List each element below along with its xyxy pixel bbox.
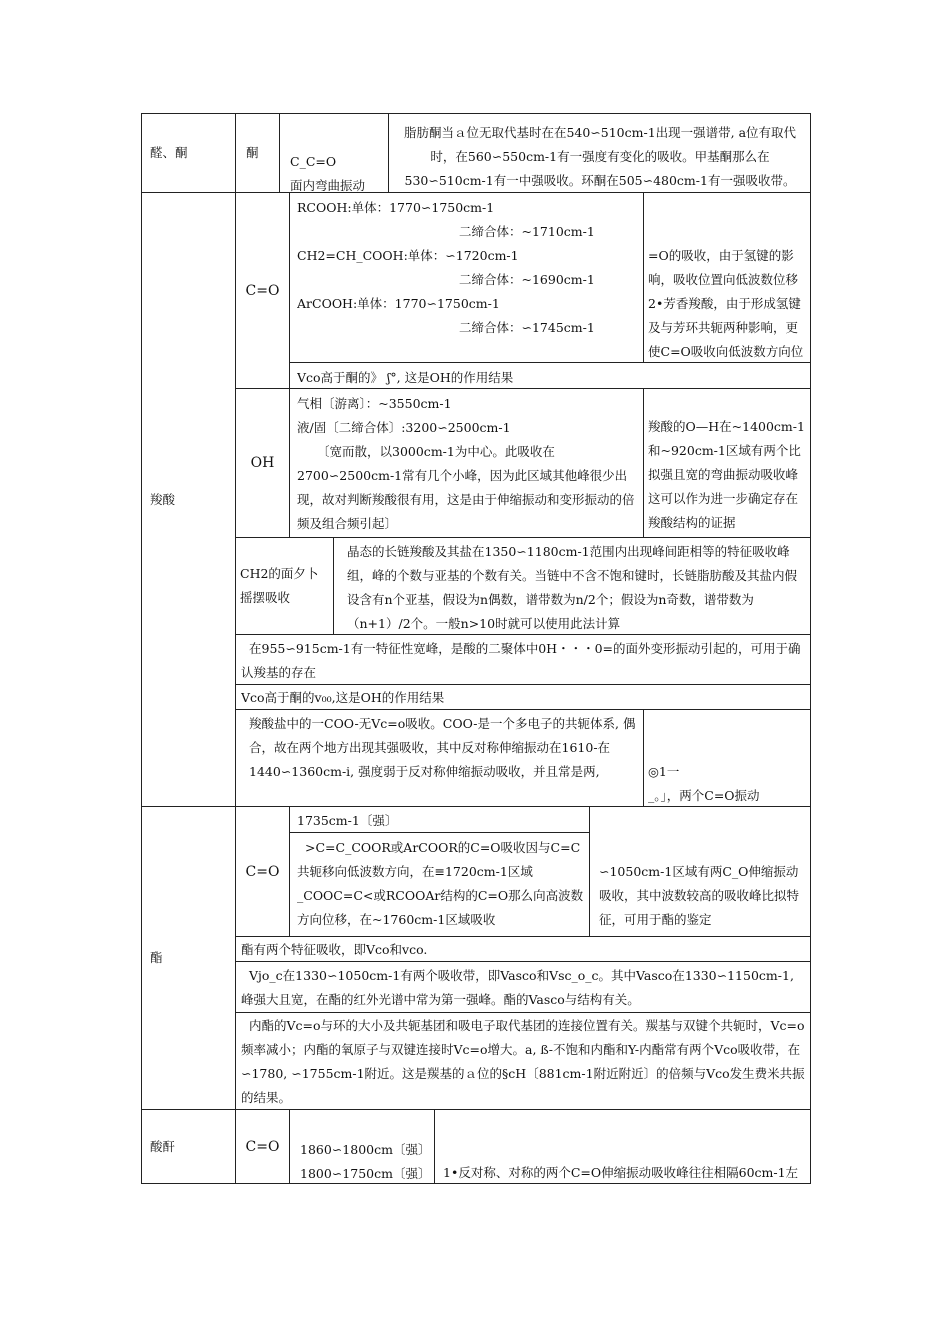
- table-border: [289, 192, 290, 388]
- notes-text: 1•反对称、对称的两个C=O伸缩振动吸收峰往往相隔60cm-1左: [443, 1165, 799, 1180]
- acid-co-footer: [297, 366, 807, 388]
- description-text: 脂肪酮当ａ位无取代基时在在540∽510cm-1出现一强谱带, a位有取代时，在560∽550cm-1有一强度有变化的吸收。甲基酮那么在530∽510cm-1有一中强吸收。环酮在505∽480cm-1有一强吸收带。: [403, 125, 797, 188]
- table-border: [235, 1012, 810, 1013]
- detail-text: 〔宽而散，以3000cm-1为中心。此吸收在2700∽2500cm-1常有几个小峰，因为此区域其他峰很少出现，故对判断羧酸很有用，这是由于伸缩振动和变形振动的倍频及组合频引起〕: [297, 444, 635, 531]
- vibration-cell: [290, 150, 387, 192]
- value-line: 1860∽1800cm〔强〕: [300, 1142, 431, 1157]
- ester-co-group: [236, 807, 289, 936]
- acid-oh-group: [236, 389, 289, 537]
- category-label: 羧酸: [150, 491, 176, 507]
- value-line: 二缔合体：~1690cm-1: [459, 272, 595, 287]
- ester-feature: [241, 938, 808, 961]
- ester-vj: [241, 964, 808, 1012]
- anhydride-co-group: [236, 1110, 289, 1183]
- acid-dimer-note: [241, 637, 808, 684]
- acid-co-group: [236, 193, 289, 388]
- lactone-text: 内酯的Vc=o与环的大小及共轭基团和吸电子取代基团的连接位置有关。羰基与双键个共轭时，Vc=o频率减小；内酯的氧原子与双键连接时Vc=o增大。a, ß-不饱和内酯和Y-内酯常有两个Vco吸收带，在∽1780, ∽1755cm-1附近。这是羰基的ａ位的§cH〔881cm-1附近附近〕的倍频与Vco发生费米共振的结果。: [241, 1018, 805, 1105]
- category-anhydride: [150, 1110, 234, 1183]
- category-carboxylic-acid: [150, 193, 234, 806]
- acid-co-notes: [648, 196, 808, 362]
- footer-text: Vco高于酮的》 ʃ°, 这是OH的作用结果: [297, 370, 514, 385]
- ester-co-top: [297, 809, 587, 832]
- acid-co-values: [297, 196, 641, 362]
- table-border: [289, 362, 810, 363]
- group-label: C=O: [245, 863, 280, 880]
- ketone-description: [392, 121, 808, 192]
- table-border: [235, 936, 810, 937]
- vibration-line: 面内弯曲振动: [290, 178, 366, 192]
- table-border: [141, 113, 142, 1184]
- table-border: [141, 113, 810, 114]
- category-aldehyde-ketone: [150, 114, 234, 192]
- table-border: [289, 806, 290, 936]
- acid-salt: [249, 712, 637, 806]
- acid-oh-notes: [648, 415, 808, 537]
- group-label: 酮: [246, 145, 259, 160]
- value-line: 二缔合体：~1710cm-1: [459, 224, 595, 239]
- table-border: [289, 1109, 290, 1183]
- value-text: >C=C_COOR或ArCOOR的C=O吸收因与C=C共轭移向低波数方向，在≡1720cm-1区域_COOC=C<或RCOOAr结构的C=O那么向高波数方向位移，在~1760cm-1区域吸收: [297, 840, 584, 927]
- table-border: [279, 113, 280, 192]
- category-label: 醛、酮: [150, 145, 188, 160]
- vj-text: Vjo_c在1330∽1050cm-1有两个吸收带，即Vasco和Vsc_o_c。其中Vasco在1330∽1150cm-1, 峰强大且宽，在酯的红外光谱中常为第一强峰。酯的Vasco与结构有关。: [241, 968, 794, 1007]
- salt-text: 羧酸盐中的一COO-无Vc=o吸收。COO-是一个多电子的共轭体系, 偶合，故在两个地方出现其强吸收，其中反对称伸缩振动在1610-在1440∽1360cm-i, 强度弱于反对称伸缩振动吸收，并且常是两,: [249, 716, 636, 779]
- value-line: 1800∽1750cm〔强〕: [300, 1166, 431, 1181]
- notes-text: ∽1050cm-1区域有两C_O伸缩振动吸收，其中波数较高的吸收峰比拟特征，可用于酯的鉴定: [599, 864, 800, 927]
- table-border: [235, 634, 810, 635]
- group-label: C=O: [245, 282, 280, 299]
- group-label: OH: [250, 455, 275, 471]
- notes-text: ◎1一 _。」，两个C=O振动: [648, 764, 760, 803]
- table-border: [643, 709, 644, 806]
- table-border: [289, 832, 589, 833]
- acid-oh-values: [297, 392, 640, 537]
- value-line: ArCOOH:单体：1770∽1750cm-1: [297, 296, 500, 311]
- table-border: [810, 113, 811, 1184]
- table-border: [141, 1183, 810, 1184]
- acid-ch2-group: [240, 538, 330, 634]
- vibration-line: C_C=O: [290, 154, 337, 169]
- table-border: [589, 806, 590, 936]
- value-line: CH2=CH_COOH:单体：∽1720cm-1: [297, 248, 519, 263]
- table-border: [643, 388, 644, 537]
- group-label: CH2的面夕卜摇摆吸收: [240, 566, 319, 605]
- acid-vco-note: [241, 686, 808, 709]
- table-border: [434, 1109, 435, 1183]
- category-label: 酯: [150, 950, 163, 965]
- ester-co-notes: [599, 812, 809, 936]
- table-border: [289, 388, 290, 537]
- group-label: C=O: [245, 1138, 280, 1155]
- notes-text: =O的吸收，由于氢键的影响，吸收位置向低波数位移 2•芳香羧酸，由于形成氢键及与芳环共轭两种影响，更使C=O吸收向低波数方向位: [648, 248, 804, 359]
- table-border: [388, 113, 389, 192]
- value-line: 二缔合体：∽1745cm-1: [459, 320, 595, 335]
- table-border: [643, 192, 644, 362]
- acid-ch2-description: [347, 540, 808, 634]
- table-border: [235, 961, 810, 962]
- ester-lactone: [241, 1014, 808, 1109]
- ester-co-main: [297, 836, 587, 936]
- note-text: Vco高于酮的v₀₀,这是OH的作用结果: [241, 690, 445, 705]
- value-line: 气相〔游离〕：~3550cm-1: [297, 396, 452, 411]
- acid-salt-notes: [648, 712, 808, 806]
- value-line: RCOOH:单体：1770∽1750cm-1: [297, 200, 495, 215]
- feature-text: 酯有两个特征吸收，即Vco和vco.: [241, 942, 428, 957]
- category-label: 酸酐: [150, 1138, 176, 1154]
- category-ester: [150, 807, 234, 1109]
- description-text: 晶态的长链羧酸及其盐在1350∽1180cm-1范围内出现峰间距相等的特征吸收峰组，峰的个数与亚基的个数有关。当链中不含不饱和键时，长链脂肪酸及其盐内假设含有n个亚基，假设为n偶数，谱带数为n/2个；假设为n奇数，谱带数为（n+1）/2个。一般n>10时就可以使用此法计算: [347, 544, 798, 631]
- table-border: [333, 537, 334, 634]
- group-ketone: [246, 114, 278, 192]
- notes-text: 羧酸的O—H在~1400cm-1和~920cm-1区域有两个比拟强且宽的弯曲振动吸收峰这可以作为进一步确定存在羧酸结构的证据: [648, 419, 805, 530]
- value-line: 液/固〔二缔合体〕:3200∽2500cm-1: [297, 420, 511, 435]
- value-line: 1735cm-1〔强〕: [297, 813, 398, 828]
- anhydride-values: [300, 1138, 432, 1183]
- anhydride-notes: [443, 1113, 808, 1183]
- table-border: [235, 388, 810, 389]
- note-text: 在955∽915cm-1有一特征性宽峰，是酸的二聚体中0H・・・0=的面外变形振动引起的，可用于确认羧基的存在: [241, 641, 801, 680]
- table-border: [235, 709, 810, 710]
- table-border: [235, 684, 810, 685]
